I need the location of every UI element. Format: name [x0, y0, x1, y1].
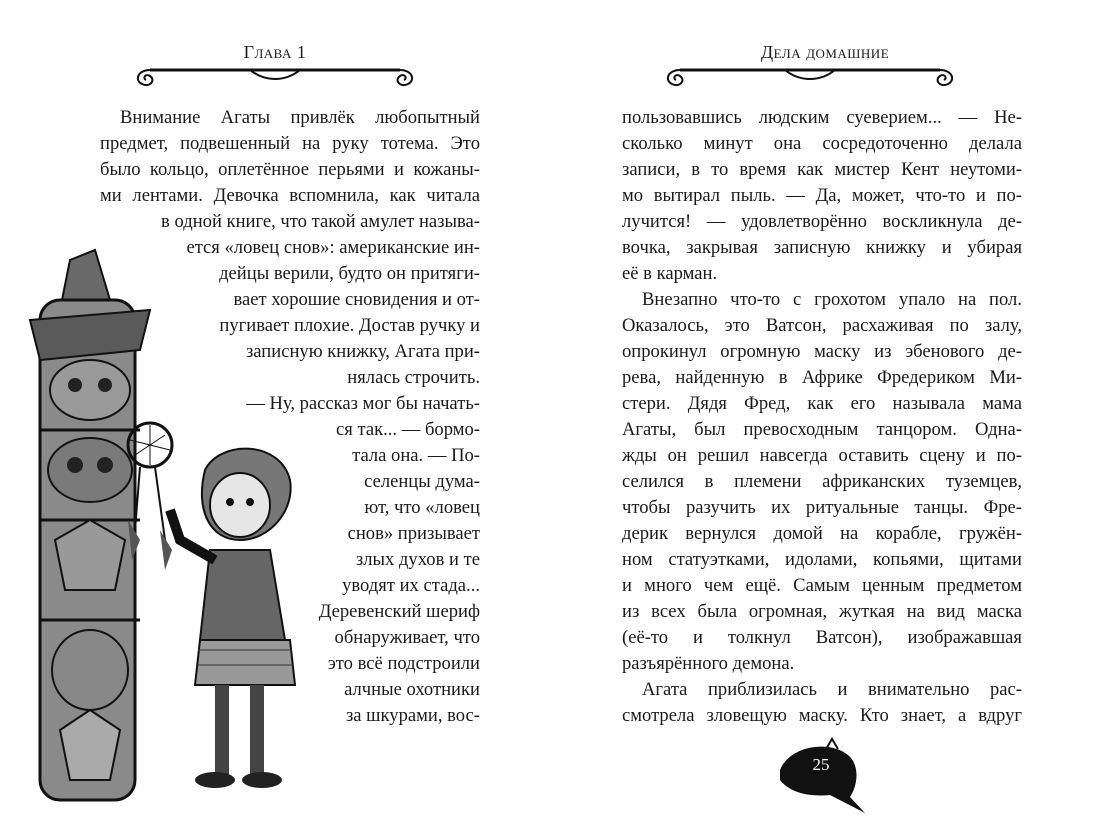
- text-line: из всех была огромная, жуткая на вид маска: [622, 601, 1022, 622]
- text-line: пугивает плохие. Достав ручку и: [219, 315, 480, 336]
- text-line: тала она. — По-: [352, 445, 480, 466]
- text-line: чтобы разучить их ритуальные танцы. Фре-: [622, 497, 1022, 518]
- text-line: за шкурами, вос-: [345, 705, 480, 726]
- text-line: записи, в то время как мистер Кент неутоми-: [622, 159, 1022, 180]
- right-page: [550, 0, 1100, 825]
- text-line: в одной книге, что такой амулет называ-: [161, 211, 480, 232]
- text-line: Агата приблизилась и внимательно рас-: [642, 679, 1022, 700]
- ornament-divider-icon: [660, 58, 960, 92]
- text-line: уводят их стада...: [342, 575, 480, 596]
- text-line: Деревенский шериф: [318, 601, 480, 622]
- text-line: вает хорошие сновидения и от-: [233, 289, 480, 310]
- text-line: сколько минут она сосредоточенно делала: [622, 133, 1022, 154]
- text-line: алчные охотники: [344, 679, 480, 700]
- text-line: опрокинул огромную маску из эбенового де-: [622, 341, 1022, 362]
- running-head-left: Глава 1: [243, 42, 307, 62]
- girl-character-icon: [170, 449, 295, 788]
- text-line: вочка, закрывая записную книжку и убирая: [622, 237, 1022, 258]
- text-line: Оказалось, это Ватсон, расхаживая по залу,: [622, 315, 1022, 336]
- running-head-right: Дела домашние: [760, 42, 890, 62]
- text-line: ном статуэтками, идолами, копьями, щитами: [622, 549, 1022, 570]
- text-line: — Ну, рассказ мог бы начать-: [246, 393, 480, 414]
- text-line: рева, найденную в Африке Фредериком Ми-: [622, 367, 1022, 388]
- text-line: её в карман.: [622, 263, 718, 284]
- text-line: дейцы верили, будто он притяги-: [219, 263, 480, 284]
- text-line: жды он решил навсегда оставить сцену и по-: [622, 445, 1022, 466]
- text-line: ся так... — бормо-: [336, 419, 480, 440]
- text-line: ми лентами. Девочка вспомнила, как читала: [100, 185, 480, 206]
- text-line: мо вытирал пыль. — Да, может, что-то и по-: [622, 185, 1022, 206]
- text-line: было кольцо, оплетённое перьями и кожаны-: [100, 159, 480, 180]
- text-line: смотрела зловещую маску. Кто знает, а вдруг: [622, 705, 1022, 726]
- text-line: стери. Дядя Фред, как его называла мама: [622, 393, 1022, 414]
- text-line: предмет, подвешенный на руку тотема. Это: [100, 133, 480, 154]
- text-line: ют, что «ловец: [364, 497, 480, 518]
- text-line: обнаруживает, что: [334, 627, 480, 648]
- text-line: записную книжку, Агата при-: [245, 341, 480, 362]
- hat-page-number-icon: [770, 735, 870, 815]
- text-line: снов» призывает: [347, 523, 480, 544]
- text-line: Внезапно что-то с грохотом упало на пол.: [642, 289, 1022, 310]
- totem-pole-icon: [30, 250, 150, 800]
- text-line: злых духов и те: [355, 549, 480, 570]
- text-line: разъярённого демона.: [622, 653, 795, 674]
- text-line: и много чем ещё. Самым ценным предметом: [622, 575, 1022, 596]
- text-line: лучится! — удовлетворённо воскликнула де-: [622, 211, 1022, 232]
- totem-and-girl-illustration: [0, 240, 310, 820]
- text-line: (её-то и толкнул Ватсон), изображавшая: [622, 627, 1022, 648]
- ornament-divider-icon: [130, 58, 420, 92]
- text-line: Агаты, был превосходным танцором. Однa-: [622, 419, 1022, 440]
- text-line: пользовавшись людским суеверием... — Не-: [622, 107, 1022, 128]
- text-line: ется «ловец снов»: американские ин-: [186, 237, 480, 258]
- text-line: нялась строчить.: [347, 367, 480, 388]
- page-number: 25: [812, 755, 830, 774]
- text-line: Внимание Агаты привлёк любопытный: [120, 107, 480, 128]
- text-line: селился в племени африканских туземцев,: [622, 471, 1022, 492]
- text-line: это всё подстроили: [327, 653, 480, 674]
- text-line: дерик вернулся домой на корабле, гружён-: [622, 523, 1022, 544]
- text-line: селенцы дума-: [364, 471, 480, 492]
